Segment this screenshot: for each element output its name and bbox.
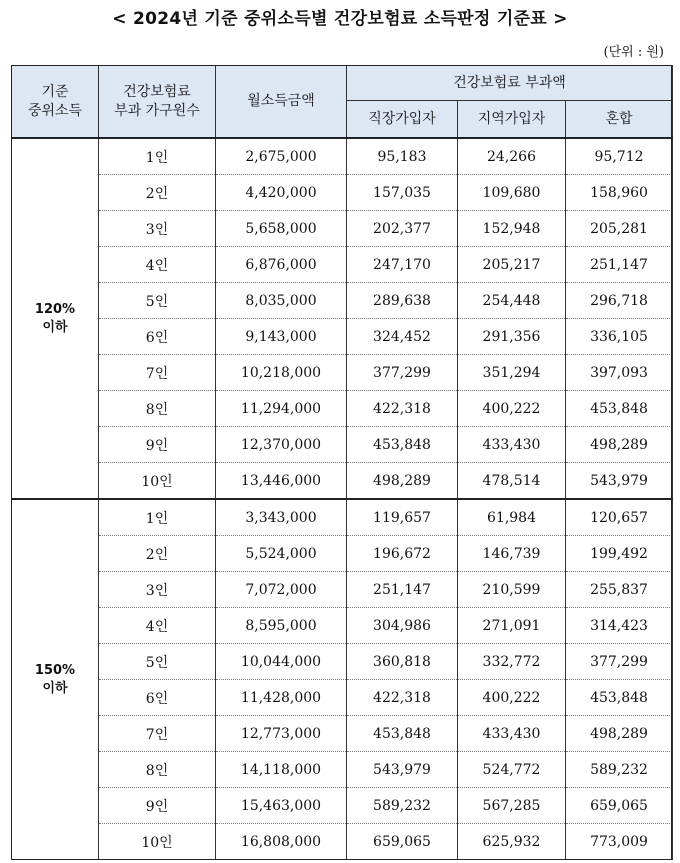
- group-label-line: 120%: [34, 301, 76, 317]
- income-criteria-table: [11, 65, 673, 860]
- table-row: [12, 644, 673, 680]
- cell-members: 9인: [99, 788, 216, 824]
- cell-employee-premium: 422,318: [347, 391, 458, 427]
- cell-mixed-premium: 397,093: [566, 355, 673, 391]
- cell-regional-premium: 400,222: [458, 391, 566, 427]
- header-median-income-line1: 기준: [41, 83, 69, 100]
- cell-employee-premium: 202,377: [347, 211, 458, 247]
- header-monthly-income: 월소득금액: [216, 66, 347, 139]
- table-row: [12, 211, 673, 247]
- cell-employee-premium: 289,638: [347, 283, 458, 319]
- table-row: [12, 536, 673, 572]
- group-label: [12, 138, 99, 499]
- cell-mixed-premium: 498,289: [566, 427, 673, 463]
- page-title: < 2024년 기준 중위소득별 건강보험료 소득판정 기준표 >: [112, 9, 568, 29]
- cell-regional-premium: 146,739: [458, 536, 566, 572]
- cell-regional-premium: 152,948: [458, 211, 566, 247]
- cell-monthly-income: 13,446,000: [216, 463, 347, 500]
- cell-employee-premium: 157,035: [347, 175, 458, 211]
- group-label: [12, 499, 99, 860]
- table-row: [12, 499, 673, 536]
- cell-mixed-premium: 199,492: [566, 536, 673, 572]
- table-row: [12, 752, 673, 788]
- cell-monthly-income: 7,072,000: [216, 572, 347, 608]
- cell-employee-premium: 498,289: [347, 463, 458, 500]
- table-row: [12, 138, 673, 175]
- table-row: [12, 788, 673, 824]
- cell-members: 2인: [99, 536, 216, 572]
- cell-monthly-income: 3,343,000: [216, 499, 347, 536]
- cell-mixed-premium: 377,299: [566, 644, 673, 680]
- cell-regional-premium: 400,222: [458, 680, 566, 716]
- cell-mixed-premium: 589,232: [566, 752, 673, 788]
- cell-members: 6인: [99, 680, 216, 716]
- cell-members: 7인: [99, 716, 216, 752]
- cell-employee-premium: 251,147: [347, 572, 458, 608]
- table-row: [12, 716, 673, 752]
- cell-members: 3인: [99, 211, 216, 247]
- table-row: [12, 391, 673, 427]
- group-120: [12, 138, 673, 499]
- cell-members: 8인: [99, 752, 216, 788]
- header-median-income-line2: 중위소득: [27, 102, 83, 119]
- group-label-line: 이하: [42, 319, 68, 335]
- cell-monthly-income: 14,118,000: [216, 752, 347, 788]
- table-row: [12, 319, 673, 355]
- cell-regional-premium: 24,266: [458, 138, 566, 175]
- header-premium-group: 건강보험료 부과액: [347, 66, 673, 101]
- cell-monthly-income: 9,143,000: [216, 319, 347, 355]
- cell-members: 3인: [99, 572, 216, 608]
- cell-monthly-income: 8,595,000: [216, 608, 347, 644]
- cell-employee-premium: 453,848: [347, 427, 458, 463]
- cell-employee-premium: 95,183: [347, 138, 458, 175]
- cell-mixed-premium: 659,065: [566, 788, 673, 824]
- cell-monthly-income: 12,773,000: [216, 716, 347, 752]
- cell-regional-premium: 61,984: [458, 499, 566, 536]
- cell-monthly-income: 4,420,000: [216, 175, 347, 211]
- cell-mixed-premium: 158,960: [566, 175, 673, 211]
- cell-monthly-income: 11,294,000: [216, 391, 347, 427]
- table-row: [12, 355, 673, 391]
- cell-members: 10인: [99, 463, 216, 500]
- cell-employee-premium: 659,065: [347, 824, 458, 860]
- cell-employee-premium: 377,299: [347, 355, 458, 391]
- cell-members: 10인: [99, 824, 216, 860]
- header-household: [99, 66, 216, 139]
- cell-mixed-premium: 251,147: [566, 247, 673, 283]
- cell-mixed-premium: 773,009: [566, 824, 673, 860]
- cell-members: 1인: [99, 499, 216, 536]
- header-employee: 직장가입자: [347, 101, 458, 139]
- cell-regional-premium: 625,932: [458, 824, 566, 860]
- table-row: [12, 247, 673, 283]
- table-row: [12, 427, 673, 463]
- table-row: [12, 572, 673, 608]
- cell-mixed-premium: 543,979: [566, 463, 673, 500]
- cell-regional-premium: 332,772: [458, 644, 566, 680]
- cell-employee-premium: 360,818: [347, 644, 458, 680]
- cell-monthly-income: 16,808,000: [216, 824, 347, 860]
- header-median-income: [12, 66, 99, 139]
- group-label-line: 150%: [34, 662, 76, 678]
- header-regional: 지역가입자: [458, 101, 566, 139]
- group-150: [12, 499, 673, 860]
- cell-monthly-income: 5,524,000: [216, 536, 347, 572]
- cell-regional-premium: 567,285: [458, 788, 566, 824]
- cell-regional-premium: 478,514: [458, 463, 566, 500]
- cell-members: 4인: [99, 247, 216, 283]
- cell-members: 2인: [99, 175, 216, 211]
- cell-mixed-premium: 120,657: [566, 499, 673, 536]
- cell-monthly-income: 6,876,000: [216, 247, 347, 283]
- cell-members: 6인: [99, 319, 216, 355]
- cell-regional-premium: 205,217: [458, 247, 566, 283]
- cell-mixed-premium: 314,423: [566, 608, 673, 644]
- table-row: [12, 463, 673, 500]
- cell-regional-premium: 291,356: [458, 319, 566, 355]
- cell-mixed-premium: 296,718: [566, 283, 673, 319]
- header-household-line2: 부과 가구원수: [114, 102, 200, 119]
- cell-employee-premium: 247,170: [347, 247, 458, 283]
- cell-employee-premium: 422,318: [347, 680, 458, 716]
- table-row: [12, 608, 673, 644]
- cell-mixed-premium: 255,837: [566, 572, 673, 608]
- cell-members: 1인: [99, 138, 216, 175]
- header-mixed: 혼합: [566, 101, 673, 139]
- cell-members: 9인: [99, 427, 216, 463]
- cell-employee-premium: 453,848: [347, 716, 458, 752]
- cell-members: 5인: [99, 283, 216, 319]
- cell-monthly-income: 8,035,000: [216, 283, 347, 319]
- cell-members: 5인: [99, 644, 216, 680]
- cell-monthly-income: 12,370,000: [216, 427, 347, 463]
- cell-employee-premium: 119,657: [347, 499, 458, 536]
- cell-regional-premium: 351,294: [458, 355, 566, 391]
- unit-label: (단위 : 원): [603, 45, 664, 60]
- cell-members: 8인: [99, 391, 216, 427]
- cell-regional-premium: 433,430: [458, 427, 566, 463]
- cell-monthly-income: 2,675,000: [216, 138, 347, 175]
- table-row: [12, 283, 673, 319]
- cell-regional-premium: 433,430: [458, 716, 566, 752]
- cell-mixed-premium: 453,848: [566, 391, 673, 427]
- table-row: [12, 175, 673, 211]
- cell-employee-premium: 589,232: [347, 788, 458, 824]
- cell-regional-premium: 254,448: [458, 283, 566, 319]
- cell-monthly-income: 11,428,000: [216, 680, 347, 716]
- cell-regional-premium: 271,091: [458, 608, 566, 644]
- table-row: [12, 680, 673, 716]
- cell-mixed-premium: 336,105: [566, 319, 673, 355]
- cell-employee-premium: 543,979: [347, 752, 458, 788]
- cell-monthly-income: 10,218,000: [216, 355, 347, 391]
- cell-mixed-premium: 205,281: [566, 211, 673, 247]
- cell-monthly-income: 15,463,000: [216, 788, 347, 824]
- cell-mixed-premium: 453,848: [566, 680, 673, 716]
- cell-regional-premium: 109,680: [458, 175, 566, 211]
- cell-regional-premium: 210,599: [458, 572, 566, 608]
- cell-monthly-income: 10,044,000: [216, 644, 347, 680]
- cell-monthly-income: 5,658,000: [216, 211, 347, 247]
- cell-mixed-premium: 498,289: [566, 716, 673, 752]
- group-label-line: 이하: [42, 680, 68, 696]
- cell-mixed-premium: 95,712: [566, 138, 673, 175]
- header-household-line1: 건강보험료: [123, 83, 191, 100]
- cell-members: 7인: [99, 355, 216, 391]
- cell-employee-premium: 196,672: [347, 536, 458, 572]
- cell-regional-premium: 524,772: [458, 752, 566, 788]
- cell-employee-premium: 304,986: [347, 608, 458, 644]
- table-row: [12, 824, 673, 860]
- cell-employee-premium: 324,452: [347, 319, 458, 355]
- cell-members: 4인: [99, 608, 216, 644]
